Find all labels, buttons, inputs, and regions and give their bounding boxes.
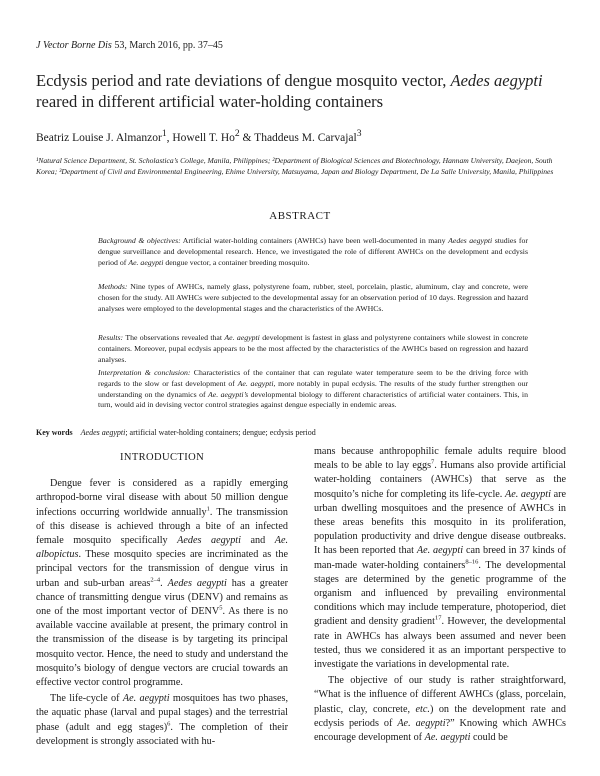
keywords-list: ; artificial water-holding containers; dengue; ecdysis period	[125, 428, 316, 437]
author-affil-mark: 1	[161, 128, 167, 139]
text: are urban dwelling mosquitoes and the presence of AWHCs in these areas benefits this mosquito in its proliferation, population productivity and drive dengue disease outbreaks. It has been reported that	[314, 488, 567, 557]
text: . The completion of their development is strongly associated with hu-	[36, 721, 288, 747]
paragraph	[36, 692, 288, 749]
species: Ae. albopictus	[36, 535, 289, 561]
article-title	[36, 70, 566, 112]
species: Ae. aegypti	[122, 693, 170, 705]
abstract-species: Ae. aegypti	[224, 333, 260, 342]
author-name: Thaddeus M. Carvajal	[254, 131, 357, 144]
text: . However, the developmental rate in AWHCs has always been assumed and never been tested, thus we considered it as an important perspective to investigate the variations in developmental rate.	[314, 616, 566, 671]
text: The life-cycle of	[50, 693, 123, 705]
journal-volume-pages: 53, March 2016, pp. 37–45	[111, 40, 223, 51]
species: Ae. aegypti	[416, 545, 464, 557]
species: etc.	[415, 703, 430, 715]
abstract-label: Results:	[98, 333, 124, 342]
species: Aedes aegypti	[167, 577, 227, 589]
text: The objective of our study is rather straightforward, “What is the influence of different AWHCs (glass, porcelain, plastic, clay, concrete,	[314, 675, 566, 715]
citation-mark: 2–4	[150, 576, 161, 584]
text: could be	[470, 732, 508, 744]
column-left	[36, 447, 288, 749]
species: Aedes aegypti	[177, 535, 241, 547]
abstract-interpretation	[98, 368, 528, 411]
abstract-text: studies for dengue surveillance and developmental research. Hence, we investigated the role of different AWHCs on the development and ecdysis period of	[98, 236, 528, 267]
abstract-text: Characteristics of the container that can regulate water temperature seem to be the driving force with regards to the slow or fast development of	[98, 368, 528, 388]
text: has a greater chance of transmitting dengue virus (DENV) and remains as one of the most important vector of DENV	[36, 577, 289, 618]
journal-name: J Vector Borne Dis	[36, 40, 112, 51]
abstract-methods	[98, 282, 528, 314]
citation-mark: 6	[167, 720, 171, 728]
author-separator: &	[239, 131, 255, 144]
abstract-text: The observations revealed that	[123, 333, 225, 342]
citation-mark: 8–16	[465, 558, 479, 566]
text: ) on the development rate and ecdysis periods of	[314, 703, 566, 729]
keywords	[36, 428, 566, 437]
paragraph	[36, 477, 288, 690]
text: . These mosquito species are incriminated as the principal vectors for the transmission of dengue virus in urban and sub-urban areas	[36, 549, 288, 589]
title-part: reared in different artificial water-holding containers	[36, 92, 384, 111]
introduction-heading: INTRODUCTION	[119, 452, 205, 463]
text: . Humans also provide artificial water-holding containers (AWHCs) that serve as the mosquito’s niche for completing its life-cycle.	[314, 460, 566, 500]
keywords-label: Key words	[36, 428, 73, 437]
abstract-heading: ABSTRACT	[269, 210, 331, 222]
citation-mark: 17	[434, 615, 442, 623]
citation-mark: 7	[431, 458, 435, 466]
abstract-text: developmental biology to different characteristics of artificial water containers. This, in turn, would aid in devising vector control strategies against dengue especially in endemic areas.	[98, 389, 528, 410]
abstract-species: Ae. aegypti	[128, 257, 164, 267]
abstract-species: Ae. aegypti’s	[208, 389, 249, 399]
text: . The transmission of this disease is achieved through a bite of an infected female mosquito specifically	[36, 506, 288, 547]
text: mans because anthropophilic female adults require blood meals to be able to lay eggs	[314, 446, 566, 472]
author-name: Beatriz Louise J. Almanzor	[36, 131, 162, 144]
abstract-text: more notably in pupal ecdysis. The results of the study further strengthen our understanding on the dynamics of	[98, 378, 528, 399]
citation-mark: 1	[206, 505, 210, 513]
title-species: Aedes aegypti	[450, 71, 543, 90]
species: Ae. aegypti	[424, 732, 471, 744]
abstract-label: Methods:	[98, 282, 128, 291]
text: and	[240, 535, 275, 547]
text: can breed in 37 kinds of man-made water-holding containers	[314, 545, 566, 571]
affiliations: ¹Natural Science Department, St. Scholastica’s College, Manila, Philippines; ²Department of Biological Sciences and Biotechnology, Hannam University, Daejeon, South Korea; ³Department of Civil and Environmental Engineering, Ehime University, Matsuyama, Japan and Biology Department, De La Salle University, Manila, Philippines	[36, 156, 554, 176]
column-right	[314, 445, 566, 745]
text: ?” Knowing which AWHCs encourage development of	[314, 717, 566, 744]
abstract-results	[98, 333, 528, 365]
abstract-species: Ae. aegypti,	[237, 378, 276, 388]
author-name: Howell T. Ho	[172, 131, 235, 144]
author-separator: ,	[166, 131, 173, 144]
abstract-text: dengue vector, a container breeding mosquito.	[163, 257, 310, 267]
author-affil-mark: 3	[356, 128, 362, 139]
species: Ae. aegypti	[505, 488, 551, 500]
text: Dengue fever is considered as a rapidly emerging arthropod-borne viral disease with about 50 million dengue infections occurring worldwide annually	[36, 478, 288, 518]
abstract-text: Artificial water-holding containers (AWHCs) have been well-documented in many	[180, 236, 449, 245]
text: . As there is no available vaccine available at present, the primary control in the transmission of the disease is by targeting its principal mosquito vector. Hence, the need to study and understand the mosquito’s biology of dengue vectors are crucial towards an effective vector control programme.	[36, 606, 288, 689]
paragraph	[314, 674, 566, 745]
title-part: Ecdysis period and rate deviations of dengue mosquito vector,	[36, 71, 451, 90]
abstract-label: Interpretation & conclusion:	[98, 368, 191, 377]
abstract-background	[98, 236, 528, 268]
abstract-text: development is fastest in glass and polystyrene containers while slowest in concrete containers. Moreover, pupal ecdysis appears to be the most affected by the characteristics of the AWHCs based on regression and hazard analyses.	[98, 333, 528, 364]
keyword-species: Aedes aegypti	[80, 428, 126, 437]
abstract-label: Background & objectives:	[98, 236, 181, 245]
text: . The developmental stages are determined by the genetic programme of the organism and influenced by prevailing environmental conditions which may include temperature, photoperiod, diet gradient and density gradient	[314, 559, 566, 628]
journal-citation	[36, 40, 223, 51]
abstract-species: Aedes aegypti	[448, 236, 493, 245]
species: Ae. aegypti	[397, 717, 446, 729]
text: .	[160, 577, 168, 589]
citation-mark: 5	[219, 604, 223, 612]
abstract-text: Nine types of AWHCs, namely glass, polystyrene foam, rubber, steel, porcelain, plastic, aluminum, clay and concrete, were chosen for the study. All AWHCs were subjected to the developmental assay for an observation period of 10 days. Regression and hazard analyses were employed to the developmental stages and the characteristics of the AWHCs.	[98, 282, 528, 313]
text: mosquitoes has two phases, the aquatic phase (larval and pupal stages) and the terrestrial phase (adult and egg stages)	[36, 693, 288, 733]
author-list	[36, 128, 361, 144]
paragraph	[314, 445, 566, 672]
author-affil-mark: 2	[234, 128, 240, 139]
